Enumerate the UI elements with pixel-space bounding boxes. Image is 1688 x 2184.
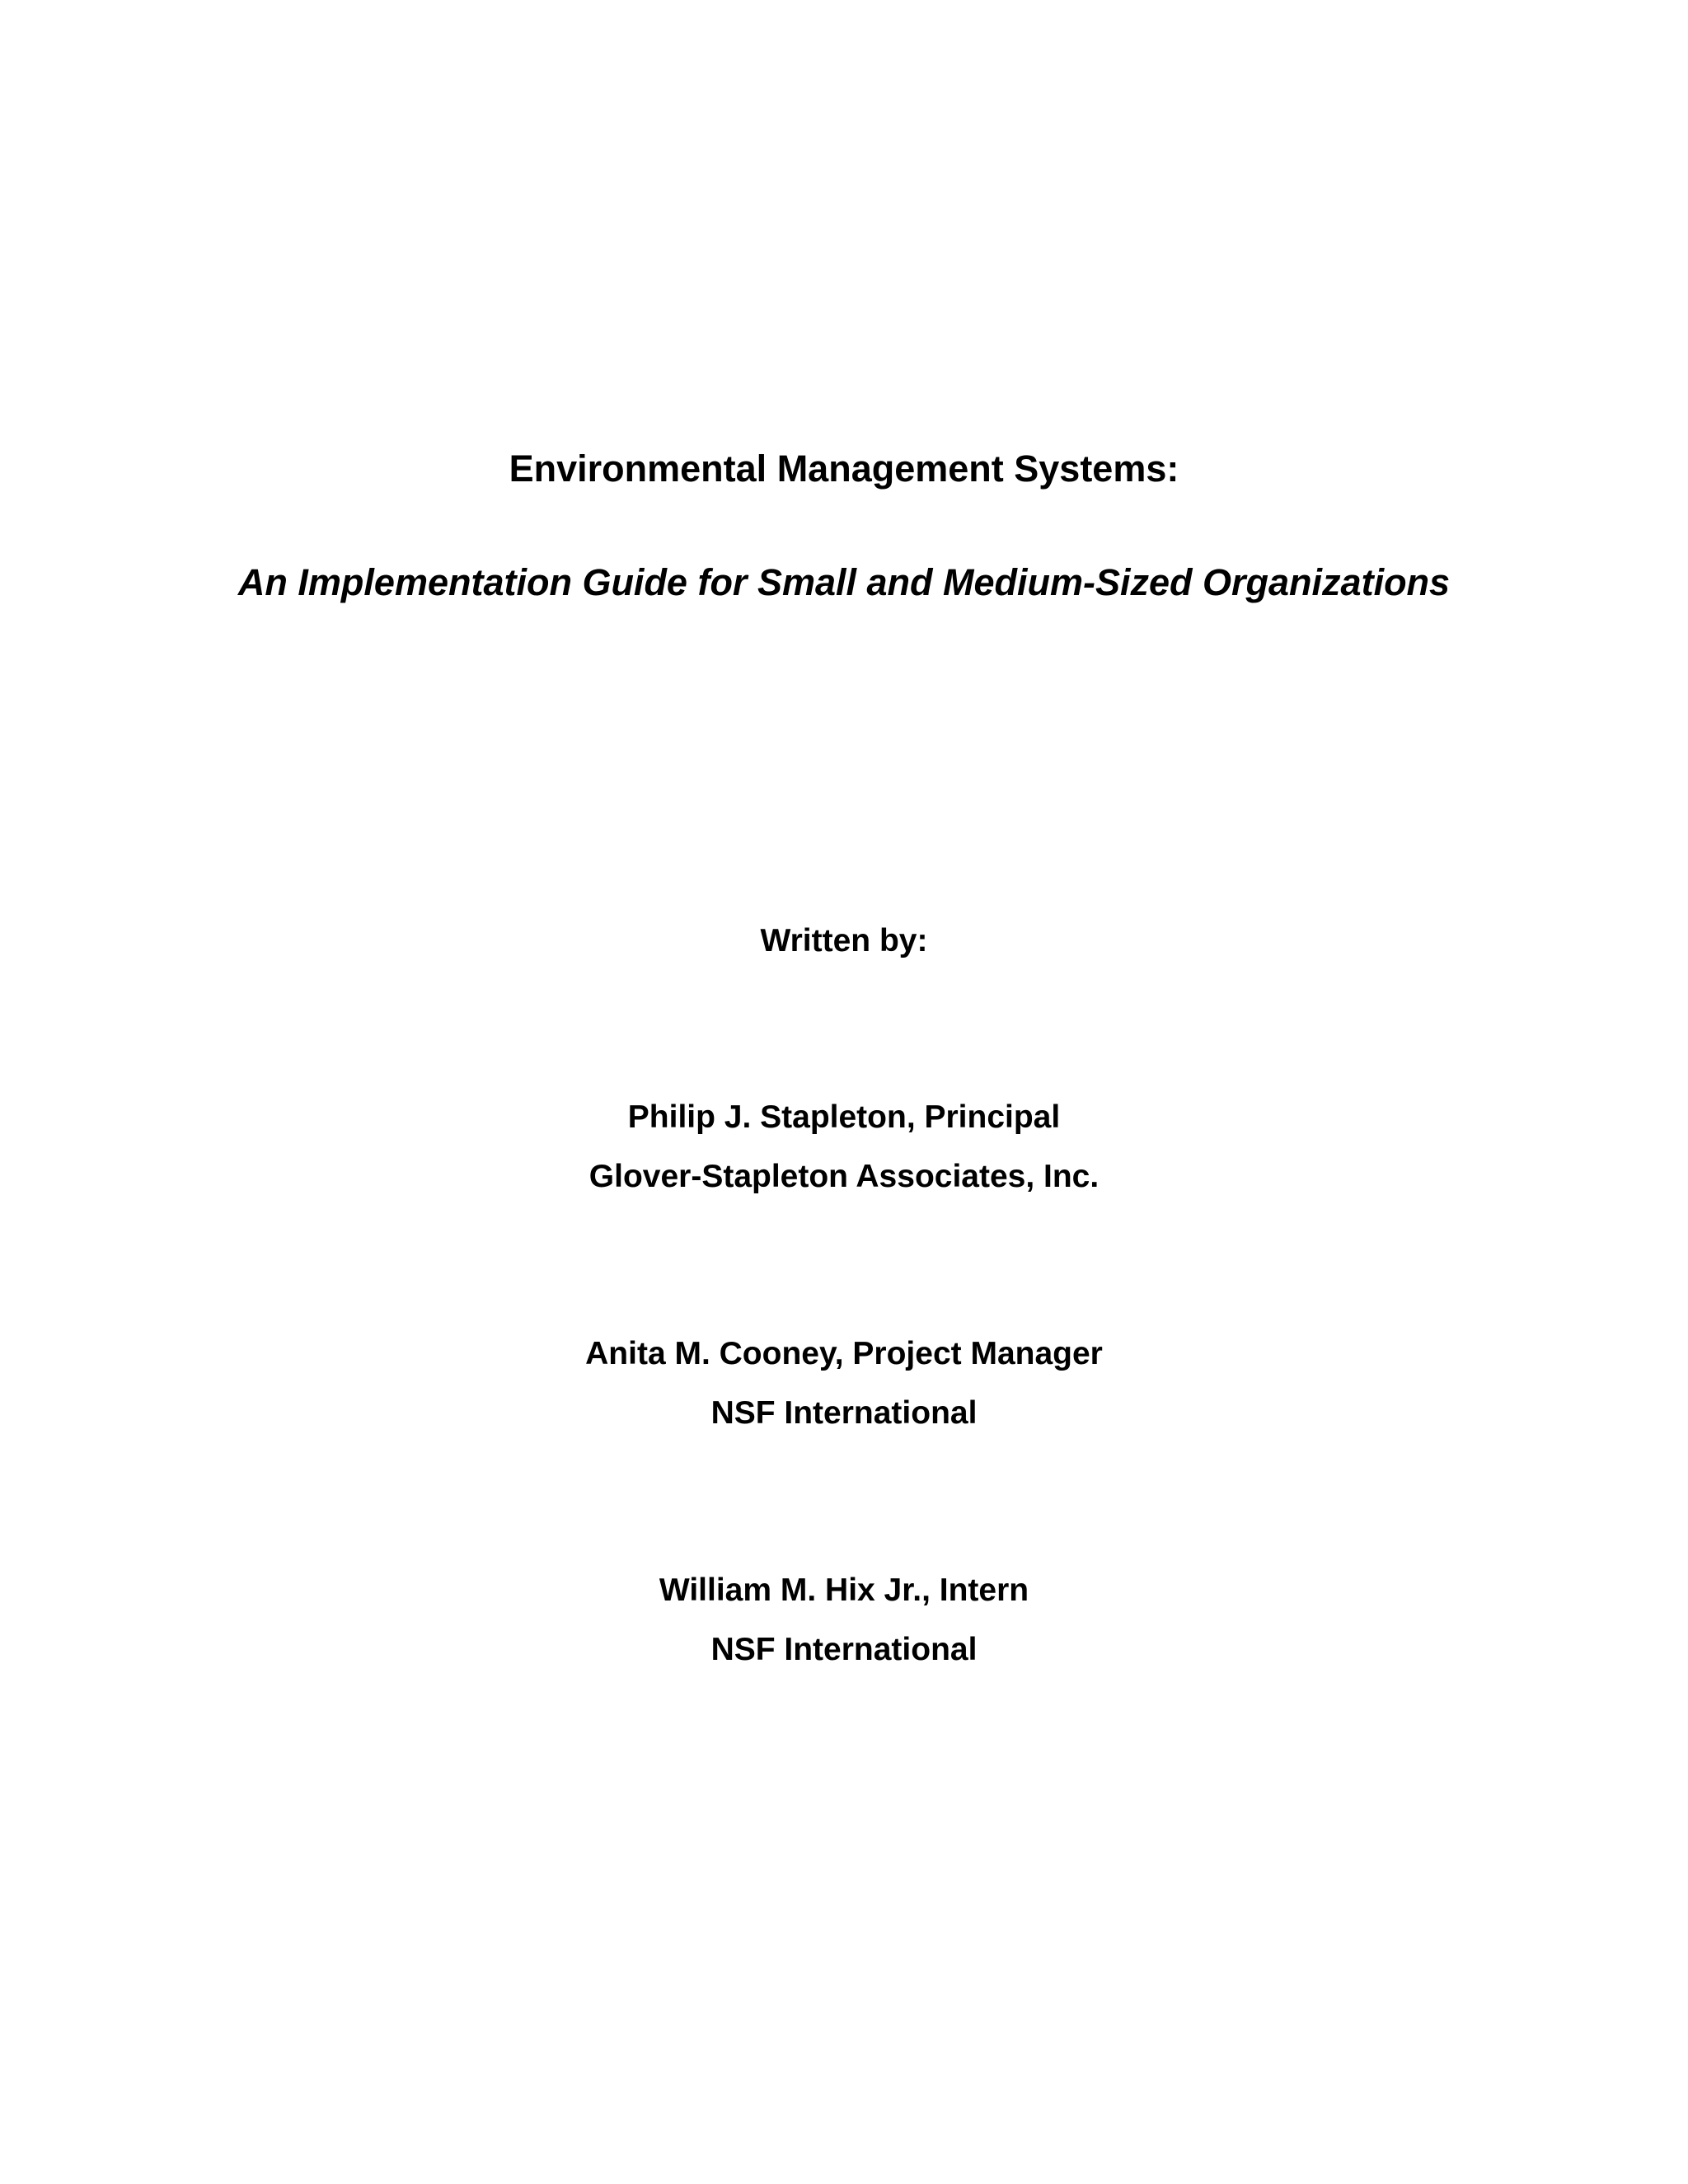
document-title: Environmental Management Systems:: [509, 448, 1179, 490]
author-organization: NSF International: [710, 1632, 978, 1667]
author-name-role: William M. Hix Jr., Intern: [659, 1572, 1029, 1608]
author-name-role: Philip J. Stapleton, Principal: [627, 1099, 1061, 1135]
written-by-label: Written by:: [760, 923, 928, 958]
author-name-role: Anita M. Cooney, Project Manager: [585, 1336, 1103, 1371]
author-organization: Glover-Stapleton Associates, Inc.: [588, 1159, 1100, 1194]
document-subtitle: An Implementation Guide for Small and Medium-Sized Organizations: [237, 561, 1451, 603]
author-organization: NSF International: [710, 1395, 978, 1431]
